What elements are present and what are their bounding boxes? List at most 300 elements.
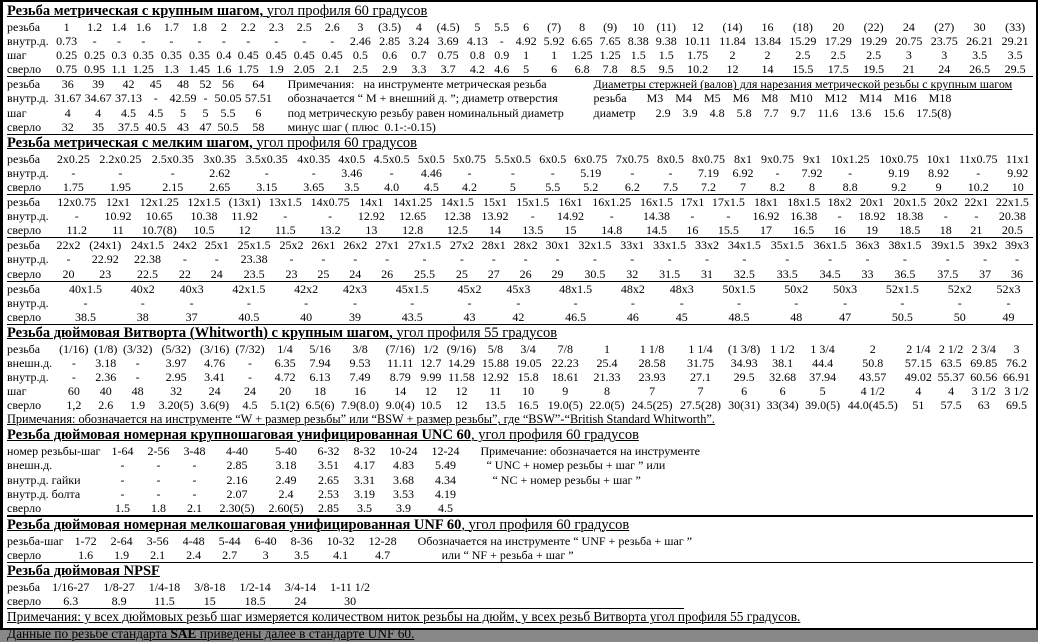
spacer [692,548,1033,562]
cell-value: 21 [902,62,915,77]
cell-value: - [690,209,695,224]
cell-value: 40.5 [145,119,167,134]
section-title [7,517,1033,534]
cell-value: 7.65 [599,34,621,49]
table-row [7,48,1033,62]
row-label: шаг [7,105,27,120]
row-label: сверло [7,119,42,134]
cell-value: 7x0.75 [615,151,649,166]
section-footnote [7,412,1033,427]
cell-value: 50.8 [862,355,884,370]
cell-value: - [976,165,981,180]
cell-value: 23.38 [240,252,268,267]
cell-value: 7.19 [698,165,720,180]
cell-value: 27x1 [375,238,400,253]
side-cell-value: 13.6 [850,105,872,120]
cell-value: 9x0.75 [761,151,795,166]
cell-value: 69.85 [970,355,998,370]
cell-value: 18x1.5 [787,195,821,210]
cell-value: 16.5 [517,398,539,413]
cell-value: 1.3 [163,62,179,77]
cell-value: 1.8 [191,20,207,34]
cell-value: - [668,165,673,180]
cell-value: 33(34) [766,398,799,413]
cell-value: 0.4 [216,48,232,63]
cell-value: 5.5 [494,20,510,34]
cell-value: 66.91 [1003,370,1031,385]
cell-value: 26x1 [311,238,336,253]
cell-value: 3.5 [294,547,310,562]
section-title [7,427,1033,444]
cell-value: 1 [603,341,610,356]
cell-value: 3 [941,48,948,63]
cell-value: 17.29 [824,34,852,49]
cell-value: 27.5(28) [680,398,722,413]
section-footnote-text: Примечания: обозначается на инструменте “W + размер резьбы” или “BSW + размер резьбы”, где “BSW”-“British Standard Whitworth”. [7,412,715,427]
cell-value: 0.35 [160,48,182,63]
data-table [7,238,1033,280]
cell-value: - [957,295,962,310]
cell-value: 18.38 [896,209,924,224]
cell-value: 2.3 [268,20,284,34]
cell-value: 4 [415,20,422,34]
cell-value: 5 [474,20,481,34]
cell-value: 11.5 [275,223,296,238]
cell-value: 13.5 [484,398,506,413]
cell-value: 0.25 [84,48,106,63]
cell-value: 57.15 [904,355,932,370]
cell-value: - [156,458,161,473]
cell-value: 76.2 [1006,355,1028,370]
data-table [7,444,1033,514]
side-cell-value: М10 [789,91,813,106]
cell-value: 23 [99,266,112,281]
cell-value: 15 [564,223,577,238]
row-label: внутр.д. [7,295,49,310]
cell-value: 2x0.25 [56,151,90,166]
cell-value: - [837,209,842,224]
footnote-sae-pre: Данные по резьбе стандарта [7,625,171,641]
row-label: шаг [7,384,27,399]
cell-value: 36 [1011,266,1024,281]
cell-value: 12.38 [443,209,471,224]
cell-value: 10-32 [326,533,355,548]
table-group [7,238,1033,281]
cell-value: - [118,165,123,180]
cell-value: 12-24 [431,444,460,459]
cell-value: 6-32 [317,444,340,459]
cell-value: 15.5 [792,62,814,77]
cell-value: 3.31 [353,472,375,487]
cell-value: 24 [294,594,307,609]
cell-value: 24x1.5 [131,238,165,253]
cell-value: 2.1 [324,62,340,77]
cell-value: 1.9 [130,398,146,413]
cell-value: - [592,252,597,267]
cell-value: - [214,252,219,267]
cell-value: 15x1 [483,195,508,210]
side-table-title: Диаметры стержней (валов) для нарезания метрической резьбы с крупным шагом [593,77,1013,92]
cell-value: 2 [220,20,227,34]
cell-value: 3.46 [341,165,363,180]
cell-value: (7/32) [235,341,265,356]
table-row [7,166,1033,180]
section-title-bold: Резьба метрическая с крупным шагом, [7,3,264,19]
table-row [7,180,1033,194]
cell-value: 6.35 [274,355,296,370]
cell-value: 48x3 [669,281,694,296]
cell-value: 1.6 [216,62,232,77]
cell-value: 44.0(45.5) [847,398,898,413]
cell-value: 16 [761,20,774,34]
note-text [466,487,700,501]
cell-value: 24.5(25) [631,398,673,413]
cell-value: 1,2 [66,398,82,413]
spacer [700,458,1033,472]
cell-value: 0.45 [321,48,343,63]
cell-value: - [843,295,848,310]
cell-value: (33) [1005,20,1026,34]
cell-value: 28x1 [481,238,506,253]
cell-value: 12 [691,20,704,34]
cell-value: 3-56 [146,533,169,548]
cell-value: 25 [455,266,468,281]
cell-value: 40 [300,309,313,324]
cell-value: 6.65 [571,34,593,49]
cell-value: 7.8 [602,62,618,77]
cell-value: 2.85 [226,458,248,473]
section-title-rest: , угол профиля 60 градусов [461,516,630,533]
cell-value: 22.0(5) [589,398,625,413]
cell-value: 8.5 [630,62,646,77]
cell-value: 0.7 [411,48,427,63]
row-label: резьба [7,238,41,253]
section-whitworth [7,325,1033,427]
side-row-label: диаметр [593,105,636,120]
cell-value: - [120,486,125,501]
cell-value: 11.84 [719,34,746,49]
cell-value: 38x1.5 [888,238,922,253]
cell-value: - [192,458,197,473]
table-row [7,106,1033,120]
cell-value: 1 1/8 [639,341,665,356]
cell-value: 12 [455,384,468,399]
cell-value: 7 [649,384,656,399]
side-cell-value: 17.5(8) [916,105,952,120]
cell-value: 8x1 [734,151,753,166]
cell-value: 56 [222,77,235,92]
cell-value: 22x1.5 [995,195,1029,210]
cell-value: 2.62 [209,165,231,180]
cell-value: 3.9 [395,500,411,515]
cell-value: 7/8 [557,341,573,356]
cell-value: 11.2 [66,223,88,238]
cell-value: 21 [970,223,983,238]
cell-value: 8x0.75 [692,151,726,166]
cell-value: 14.92 [556,209,584,224]
section-title-bold: Резьба дюймовая номерная мелкошаговая унифицированная UNF 60 [7,516,462,533]
side-cell-value: М18 [928,91,952,106]
cell-value: 25x1.5 [237,238,271,253]
cell-value: 1.25 [571,48,593,63]
row-label: резьба-шаг [7,533,64,548]
cell-value: 10.65 [145,209,173,224]
cell-value: 1 [523,48,530,63]
cell-value: 18.5 [244,594,266,609]
cell-value: 0.73 [56,34,78,49]
cell-value: 47 [839,309,852,324]
side-cell-value: 9.7 [790,105,806,120]
cell-value: 1/4-18 [148,580,181,594]
cell-value: 6.8 [574,62,590,77]
cell-value: 1/2 [423,341,439,356]
cell-value: 34.67 [84,91,112,106]
cell-value: 40x2 [130,281,155,296]
cell-value: 3.65 [303,179,325,194]
cell-value: 46 [626,309,639,324]
cell-value: 1 [551,48,558,63]
cell-value: 31.75 [687,355,715,370]
cell-value: 12 [726,62,739,77]
cell-value: 20 [279,384,292,399]
note-text: Примечания: на инструменте метрическая резьба [287,77,547,92]
cell-value: - [900,295,905,310]
cell-value: 12 [238,223,251,238]
side-cell [577,106,1033,120]
cell-value: 1.2 [87,20,103,34]
cell-value: 30 [973,20,986,34]
cell-value: 29.21 [1001,34,1029,49]
cell-value: - [737,295,742,310]
row-label: внутр.д. [7,209,49,224]
cell-value: 3 1/2 [1004,384,1029,399]
note-text: Обозначается на инструменте “ UNF + резьба + шаг ” [417,533,693,548]
section-metric-coarse [7,3,1033,135]
data-table [7,342,1033,412]
cell-value: 0.8 [469,48,485,63]
table-row [7,91,1033,105]
cell-value: 39 [348,309,361,324]
cell-value: 1 3/4 [810,341,835,356]
cell-value: 0.95 [84,62,106,77]
cell-value: 27x1.5 [407,238,441,253]
cell-value: 5.5 [545,179,561,194]
cell-value: 14x1.25 [393,195,433,210]
cell-value: - [385,252,390,267]
cell-value: - [630,295,635,310]
cell-value: - [499,34,504,49]
cell-value: 19.29 [860,34,888,49]
cell-value: 1.5 [630,48,646,63]
table-group [7,444,1033,516]
cell-value: 46.5 [565,309,587,324]
cell-value: 1/16-27 [52,580,90,594]
section-title-bold: Резьба дюймовая NPSF [7,563,160,579]
cell-value: 48x2 [620,281,645,296]
cell-value: 16x1 [558,195,583,210]
cell-value: 45 [149,77,162,92]
row-label: сверло [7,223,42,238]
cell-value: 14.8 [601,223,623,238]
cell-value: 42 [512,309,525,324]
cell-value: 1 1/2 [770,341,795,356]
section-unf [7,517,1033,563]
cell-value: 10.11 [684,34,711,49]
cell-value: 6 [741,384,748,399]
cell-value: 2.65 [209,179,231,194]
cell-value: 1-72 [74,533,97,548]
table-row [7,458,1033,472]
row-label: шаг [7,48,27,63]
cell-value: 9.19 [888,165,910,180]
table-row [7,282,1033,296]
cell-value: 4.76 [204,355,226,370]
cell-value: - [523,252,528,267]
cell-value: 4.5 [423,179,439,194]
cell-value: - [491,252,496,267]
cell-value: 5 [202,105,209,120]
cell-value: - [246,295,251,310]
cell-value: - [247,370,252,385]
cell-value: 17.5 [827,62,849,77]
spacer [700,501,1033,515]
cell-value: 1.8 [150,500,166,515]
cell-value: 12-28 [368,533,397,548]
cell-value: 0.3 [111,48,127,63]
cell-value: 2.1 [150,547,166,562]
cell-value: 8.79 [389,370,411,385]
cell-value: 34x1.5 [727,238,761,253]
cell-value: 22x1 [964,195,989,210]
cell-value: 33x1.5 [653,238,687,253]
cell-value: 60 [67,384,80,399]
section-title [7,3,1033,20]
cell-value: - [353,252,358,267]
cell-value: 48 [790,309,803,324]
cell-value: 3.6(9) [200,398,230,413]
cell-value: 4.72 [274,370,296,385]
cell-value: 4.5 [437,500,453,515]
row-label: сверло [7,179,42,194]
cell-value: 12.92 [357,209,385,224]
cell-value: 16.92 [752,209,780,224]
cell-value: 1.95 [109,179,131,194]
cell-value: - [153,91,158,106]
side-cell-value: М5 [703,91,721,106]
cell-value: - [573,295,578,310]
cell-value: 4.7 [375,547,391,562]
cell-value: 18.61 [551,370,579,385]
note-text: “ UNC + номер резьбы + шаг ” или [480,458,666,473]
row-label: сверло [7,594,42,609]
cell-value: 28x2 [513,238,538,253]
cell-value: 50x1.5 [722,281,756,296]
cell-value: 12x1.25 [139,195,179,210]
cell-value: 4x0.5 [338,151,366,166]
cell-value: 2.60(5) [268,500,304,515]
cell-value: 1/2-14 [239,580,271,594]
row-label: внутр.д. [7,165,49,180]
cell-value: - [848,165,853,180]
section-title [7,135,1033,152]
row-label: внутр.д. [7,252,49,267]
cell-value: 3.5 [1007,48,1023,63]
cell-value: 24 [938,62,951,77]
table-row [7,195,1033,209]
cell-value: 8-36 [290,533,313,548]
cell-value: 48x1.5 [559,281,593,296]
row-label: резьба [7,77,41,92]
cell-value: 4.1 [333,547,349,562]
cell-value: 20 [62,266,75,281]
cell-value: 4.13 [466,34,488,49]
cell-value: - [550,165,555,180]
cell-value: 63.5 [940,355,962,370]
cell-value: 8-32 [353,444,376,459]
cell-value: 2.5 [830,48,846,63]
cell-value: 33x2 [694,238,719,253]
cell-value: 13.84 [754,34,782,49]
note-text: под метрическую резьбу равен номинальный диаметр [287,105,564,120]
cell-value: - [170,165,175,180]
cell-value: 1 1/4 [688,341,713,356]
footnote-sae-post: приведены далее в стандарте UNF 60. [196,625,415,641]
cell-value: 63 [977,398,990,413]
table-row [7,252,1033,266]
cell-value: - [865,252,870,267]
cell-value: 20.75 [895,34,923,49]
cell-value: - [726,209,731,224]
cell-value: 4.19 [434,486,456,501]
cell-value: 12.5 [446,223,468,238]
footnote-sae-bold: SAE [170,625,197,641]
cell-value: 32 [170,384,183,399]
cell-value: 3x0.35 [203,151,237,166]
cell-value: 23.93 [638,370,666,385]
cell-value: 18x1 [754,195,779,210]
cell-value: 25.5 [413,266,435,281]
section-title-text [7,135,417,151]
cell-value: 2.2 [240,20,256,34]
cell-value: 15.88 [481,355,509,370]
cell-value: - [510,165,515,180]
side-cell-value: М6 [732,91,750,106]
cell-value: 8 [579,20,586,34]
table-row [7,534,1033,548]
row-label: внутр.д. гайки [7,472,81,487]
cell-value: 39x2 [973,238,998,253]
cell-value: (1/16) [59,341,89,356]
cell-value: 10.38 [190,209,218,224]
cell-value: - [197,34,202,49]
cell-value: 23.5 [243,266,265,281]
cell-value: 4.46 [420,165,442,180]
cell-value: 3.51 [317,458,339,473]
cell-value: 10 [1011,179,1024,194]
cell-value: - [389,165,394,180]
cell-value: 39 [92,77,105,92]
cell-value: - [679,295,684,310]
cell-value: 10x1 [926,151,951,166]
cell-value: 48 [176,77,189,92]
cell-value: 18 [314,384,327,399]
cell-value: 31.67 [54,91,82,106]
cell-value: 17 [760,223,773,238]
section-title [7,325,1033,342]
cell-value: (5/32) [161,341,191,356]
cell-value: 6.92 [732,165,754,180]
cell-value: 3.69 [437,34,459,49]
